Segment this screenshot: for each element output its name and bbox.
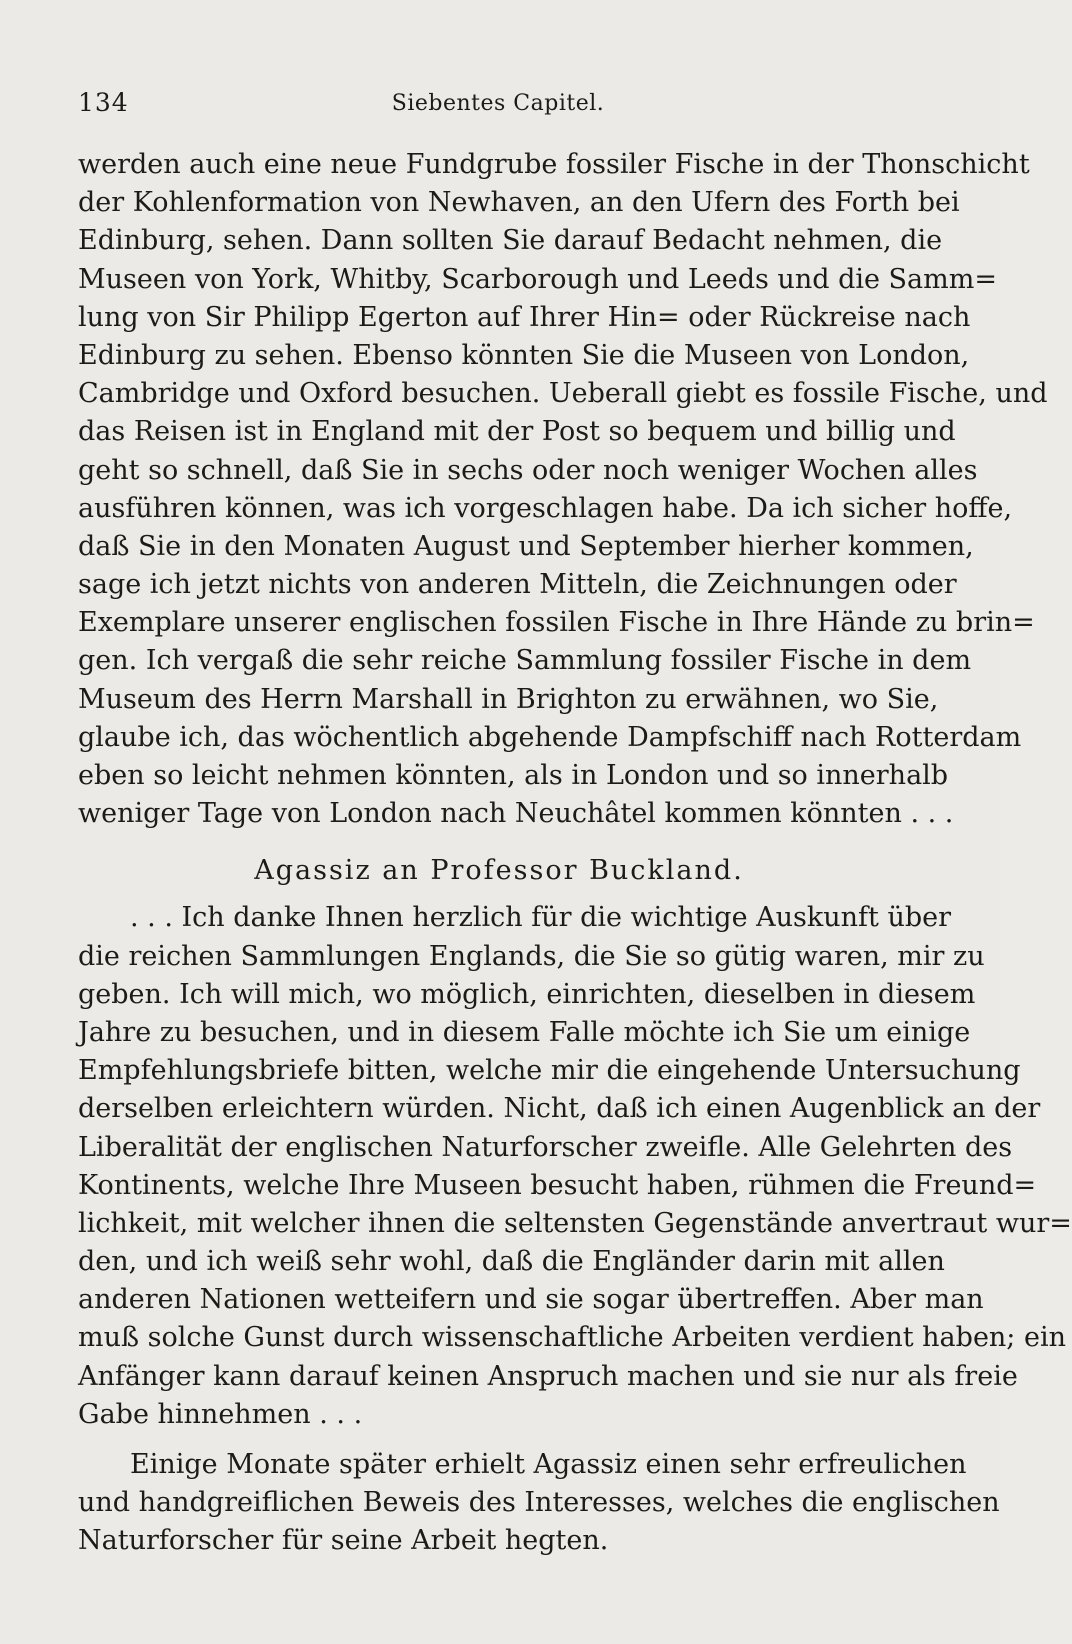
text-line: gen. Ich vergaß die sehr reiche Sammlung fossiler Fische in dem [78,645,972,677]
running-title: Siebentes Capitel. [391,91,605,116]
text-line: Anfänger kann darauf keinen Anspruch machen und sie nur als freie [78,1360,1018,1392]
text-line: Edinburg zu sehen. Ebenso könnten Sie die Museen von London, [78,339,970,371]
text-line: lung von Sir Philipp Egerton auf Ihrer Hin= oder Rückreise nach [78,301,971,333]
text-line: Cambridge und Oxford besuchen. Ueberall giebt es fossile Fische, und [78,378,1048,410]
text-line: daß Sie in den Monaten August und September hierher kommen, [78,530,974,562]
text-line: die reichen Sammlungen Englands, die Sie so gütig waren, mir zu [78,940,985,972]
text-line: der Kohlenformation von Newhaven, an den Ufern des Forth bei [78,187,960,219]
text-line: eben so leicht nehmen könnten, als in London und so innerhalb [78,760,949,791]
text-line: werden auch eine neue Fundgrube fossiler Fische in der Thonschicht [78,149,1030,180]
text-line: geht so schnell, daß Sie in sechs oder noch weniger Wochen alles [78,454,978,486]
text-line: das Reisen ist in England mit der Post so bequem und billig und [78,416,956,448]
text-line: und handgreiflichen Beweis des Interesses, welches die englischen [78,1487,1000,1519]
text-line: Kontinents, welche Ihre Museen besucht haben, rühmen die Freund= [78,1169,1037,1201]
paragraph-letter-continuation [78,146,1048,833]
paragraph-narrative [78,1446,1000,1561]
text-line: . . . Ich danke Ihnen herzlich für die wichtige Auskunft über [130,902,952,934]
paragraph-letter-agassiz [78,899,1072,1434]
text-line: den, und ich weiß sehr wohl, daß die Engländer darin mit allen [78,1246,945,1278]
text-line: Exemplare unserer englischen fossilen Fische in Ihre Hände zu brin= [78,607,1035,639]
text-line: ausführen können, was ich vorgeschlagen habe. Da ich sicher hoffe, [78,492,1013,524]
text-line: lichkeit, mit welcher ihnen die seltensten Gegenstände anvertraut wur= [78,1207,1072,1239]
text-line: Naturforscher für seine Arbeit hegten. [78,1525,609,1557]
page-number: 134 [78,88,129,117]
text-line: weniger Tage von London nach Neuchâtel kommen könnten . . . [78,798,954,830]
text-line: glaube ich, das wöchentlich abgehende Dampfschiff nach Rotterdam [78,721,1022,753]
text-line: Museen von York, Whitby, Scarborough und Leeds und die Samm= [78,263,997,295]
letter-heading: Agassiz an Professor Buckland. [254,855,744,887]
text-line: derselben erleichtern würden. Nicht, daß ich einen Augenblick an der [78,1093,1041,1125]
text-line: Empfehlungsbriefe bitten, welche mir die eingehende Untersuchung [78,1055,1021,1087]
page-body [78,146,1072,1561]
text-line: anderen Nationen wetteifern und sie sogar übertreffen. Aber man [78,1284,984,1316]
paragraph-gap [78,1434,920,1446]
text-line: Einige Monate später erhielt Agassiz einen sehr erfreulichen [130,1449,967,1480]
text-line: geben. Ich will mich, wo möglich, einrichten, dieselben in diesem [78,978,976,1010]
text-line: Liberalität der englischen Naturforscher zweifle. Alle Gelehrten des [78,1131,1013,1163]
page-header [78,88,918,128]
text-line: muß solche Gunst durch wissenschaftliche Arbeiten verdient haben; ein [78,1322,1066,1354]
text-line: Edinburg, sehen. Dann sollten Sie darauf Bedacht nehmen, die [78,225,943,257]
text-line: Museum des Herrn Marshall in Brighton zu erwähnen, wo Sie, [78,683,939,715]
text-line: Jahre zu besuchen, und in diesem Falle möchte ich Sie um einige [78,1016,971,1048]
text-line: sage ich jetzt nichts von anderen Mitteln, die Zeichnungen oder [78,569,957,601]
text-line: Gabe hinnehmen . . . [78,1398,363,1430]
